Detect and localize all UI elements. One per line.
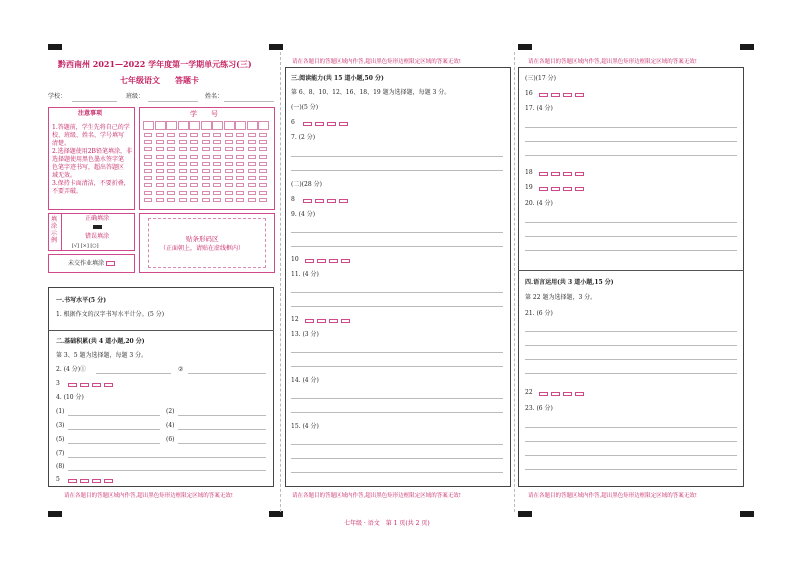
q16-label: 16 — [525, 90, 533, 97]
student-id-bubble[interactable] — [144, 183, 152, 187]
q14-line-2[interactable] — [291, 412, 503, 413]
student-id-bubble[interactable] — [248, 133, 256, 137]
exam-title: 黔西南州 2021—2022 学年度第一学期单元练习(三) — [58, 59, 252, 69]
q21-line-3[interactable] — [525, 359, 737, 360]
student-id-bubble[interactable] — [248, 155, 256, 159]
student-id-bubble[interactable] — [156, 191, 164, 195]
student-id-bubble[interactable] — [167, 191, 175, 195]
warning-panel-2: 请在各题目的答题区域内作答,超出黑色矩形边框限定区域的答案无效! — [292, 493, 461, 499]
student-id-bubble[interactable] — [156, 176, 164, 180]
student-id-bubble[interactable] — [156, 133, 164, 137]
student-id-bubble[interactable] — [156, 183, 164, 187]
registration-mark — [740, 511, 754, 517]
student-id-bubble[interactable] — [259, 147, 267, 151]
part2-label: (二)(28 分) — [291, 181, 322, 188]
student-id-bubble[interactable] — [213, 198, 221, 202]
student-id-bubble[interactable] — [213, 155, 221, 159]
registration-mark — [48, 511, 62, 517]
registration-mark — [48, 44, 62, 50]
student-id-bubble[interactable] — [202, 183, 210, 187]
student-id-bubble[interactable] — [236, 155, 244, 159]
student-id-bubble[interactable] — [213, 140, 221, 144]
student-id-bubble[interactable] — [190, 176, 198, 180]
part1-label: (一)(5 分) — [291, 104, 319, 111]
q3-label: 3 — [56, 380, 60, 387]
student-id-bubble[interactable] — [179, 155, 187, 159]
student-id-bubble[interactable] — [213, 133, 221, 137]
q18-label: 18 — [525, 169, 533, 176]
student-id-bubble[interactable] — [156, 198, 164, 202]
student-id-bubble[interactable] — [225, 169, 233, 173]
student-id-bubble[interactable] — [179, 133, 187, 137]
student-id-bubble[interactable] — [248, 140, 256, 144]
q21-line-2[interactable] — [525, 345, 737, 346]
q22-options[interactable] — [539, 390, 587, 397]
q9-line-1[interactable] — [291, 232, 503, 233]
student-id-bubble[interactable] — [259, 191, 267, 195]
student-id-bubble[interactable] — [202, 133, 210, 137]
barcode-title: 贴条形码区 — [186, 235, 219, 243]
student-id-bubble[interactable] — [144, 155, 152, 159]
student-id-label: 学 号 — [190, 110, 218, 118]
student-id-bubble[interactable] — [225, 176, 233, 180]
student-id-grid[interactable] — [143, 121, 271, 207]
student-id-bubble[interactable] — [167, 198, 175, 202]
student-id-bubble[interactable] — [225, 140, 233, 144]
q4-blank-2[interactable] — [178, 415, 266, 416]
student-id-bubble[interactable] — [248, 147, 256, 151]
student-id-bubble[interactable] — [179, 176, 187, 180]
q2-answer-1[interactable] — [96, 373, 171, 374]
q4-blank-6[interactable] — [178, 443, 266, 444]
student-id-bubble[interactable] — [144, 147, 152, 151]
student-id-bubble[interactable] — [248, 162, 256, 166]
q4-blank-1-label: (1) — [56, 408, 65, 415]
student-id-bubble[interactable] — [202, 162, 210, 166]
q5-label: 5 — [56, 476, 60, 483]
student-id-bubble[interactable] — [190, 191, 198, 195]
student-id-bubble[interactable] — [225, 183, 233, 187]
barcode-note: （正面朝上，请贴在虚线框内） — [160, 245, 245, 252]
student-id-bubble[interactable] — [190, 133, 198, 137]
student-id-bubble[interactable] — [144, 133, 152, 137]
q4-blank-7[interactable] — [68, 457, 266, 458]
q11-line-2[interactable] — [291, 306, 503, 307]
student-id-bubble[interactable] — [179, 191, 187, 195]
student-id-bubble[interactable] — [190, 140, 198, 144]
student-id-digit-box[interactable] — [189, 121, 200, 130]
student-id-bubble[interactable] — [248, 183, 256, 187]
q4-blank-3-label: (3) — [56, 422, 65, 429]
student-id-bubble[interactable] — [179, 140, 187, 144]
correct-fill-mark — [93, 225, 102, 229]
student-id-bubble[interactable] — [213, 176, 221, 180]
student-id-bubble[interactable] — [213, 191, 221, 195]
student-id-bubble[interactable] — [236, 147, 244, 151]
student-id-bubble[interactable] — [190, 162, 198, 166]
q15-line-3[interactable] — [291, 472, 503, 473]
student-id-digit-box[interactable] — [201, 121, 212, 130]
student-id-bubble[interactable] — [236, 183, 244, 187]
q20-line-2[interactable] — [525, 236, 737, 237]
correct-fill-label: 正确填涂 — [85, 215, 110, 222]
notice-text: 1.答题前，学生先将自己的学 校、班级、姓名、学号填写 清楚。 2.选择题使用2B铅笔填涂，非 选择题使用黑色墨水签字笔 色笔字迹书写，超出答题区 域无效。 3.保持卡面清洁，不要折叠， 不要弄破。 — [52, 124, 132, 195]
q4-blank-8-label: (8) — [56, 463, 65, 470]
answer-area-panel-3 — [518, 67, 744, 487]
student-id-digit-box[interactable] — [247, 121, 258, 130]
student-id-bubble[interactable] — [190, 155, 198, 159]
q10-options[interactable] — [305, 257, 353, 264]
section4-title: 四.语言运用(共 3 道小题,15 分) — [525, 279, 614, 286]
student-id-bubble[interactable] — [167, 155, 175, 159]
q4-blank-8[interactable] — [68, 470, 266, 471]
section4-note: 第 22 题为选择题，3 分。 — [525, 294, 597, 301]
registration-mark — [740, 44, 754, 50]
q4-blank-1[interactable] — [68, 415, 160, 416]
q15-line-2[interactable] — [291, 458, 503, 459]
student-id-bubble[interactable] — [236, 140, 244, 144]
q15-line-1[interactable] — [291, 444, 503, 445]
student-id-bubble[interactable] — [190, 183, 198, 187]
student-id-bubble[interactable] — [213, 147, 221, 151]
student-id-bubble[interactable] — [259, 162, 267, 166]
q17-label: 17. (4 分) — [525, 105, 553, 112]
student-id-bubble[interactable] — [202, 140, 210, 144]
student-id-bubble[interactable] — [190, 147, 198, 151]
q16-options[interactable] — [539, 91, 587, 98]
student-id-bubble[interactable] — [167, 169, 175, 173]
q4-blank-4[interactable] — [178, 429, 266, 430]
warning-top-panel-2: 请在各题目的答题区域内作答,超出黑色矩形边框限定区域的答案无效! — [292, 59, 461, 65]
student-id-digit-box[interactable] — [143, 121, 154, 130]
q7-label: 7. (2 分) — [291, 134, 316, 141]
student-id-bubble[interactable] — [225, 191, 233, 195]
student-id-bubble[interactable] — [259, 133, 267, 137]
student-id-bubble[interactable] — [179, 198, 187, 202]
student-id-bubble[interactable] — [248, 198, 256, 202]
student-id-bubble[interactable] — [236, 133, 244, 137]
q2-answer-2[interactable] — [188, 373, 266, 374]
student-id-bubble[interactable] — [236, 162, 244, 166]
student-id-bubble[interactable] — [156, 162, 164, 166]
student-id-bubble[interactable] — [144, 191, 152, 195]
student-id-digit-box[interactable] — [235, 121, 246, 130]
q3-options[interactable] — [68, 381, 116, 388]
student-id-bubble[interactable] — [202, 155, 210, 159]
q12-label: 12 — [291, 316, 299, 323]
class-label: 班级： — [126, 93, 145, 100]
part3-label: (三)(17 分) — [525, 75, 556, 82]
q9-line-2[interactable] — [291, 246, 503, 247]
q23-label: 23. (6 分) — [525, 405, 553, 412]
school-field[interactable] — [72, 101, 117, 102]
student-id-bubble[interactable] — [179, 183, 187, 187]
student-id-bubble[interactable] — [202, 198, 210, 202]
student-id-bubble[interactable] — [202, 191, 210, 195]
student-id-digit-box[interactable] — [212, 121, 223, 130]
student-id-bubble[interactable] — [167, 140, 175, 144]
q23-line-2[interactable] — [525, 441, 737, 442]
student-id-bubble[interactable] — [144, 140, 152, 144]
q4-blank-5[interactable] — [68, 443, 160, 444]
q17-line-2[interactable] — [525, 141, 737, 142]
q4-label: 4. (10 分) — [56, 394, 84, 401]
q10-label: 10 — [291, 256, 299, 263]
student-id-bubble[interactable] — [167, 183, 175, 187]
q8-options[interactable] — [303, 197, 351, 204]
wrong-fill-label: 错误填涂 — [85, 233, 110, 240]
warning-panel-3: 请在各题目的答题区域内作答,超出黑色矩形边框限定区域的答案无效! — [528, 493, 697, 499]
registration-mark — [518, 44, 532, 50]
q4-blank-5-label: (5) — [56, 436, 65, 443]
student-id-bubble[interactable] — [167, 147, 175, 151]
q4-blank-4-label: (4) — [166, 422, 175, 429]
student-id-bubble[interactable] — [225, 198, 233, 202]
student-id-bubble[interactable] — [236, 191, 244, 195]
student-id-bubble[interactable] — [156, 155, 164, 159]
student-id-digit-box[interactable] — [224, 121, 235, 130]
q20-line-3[interactable] — [525, 250, 737, 251]
absent-label: 未交作业填涂 — [68, 260, 105, 267]
student-id-bubble[interactable] — [225, 147, 233, 151]
student-id-bubble[interactable] — [144, 169, 152, 173]
warning-top-panel-3: 请在各题目的答题区域内作答,超出黑色矩形边框限定区域的答案无效! — [528, 59, 697, 65]
student-id-bubble[interactable] — [167, 162, 175, 166]
q19-label: 19 — [525, 184, 533, 191]
student-id-digit-box[interactable] — [178, 121, 189, 130]
student-id-bubble[interactable] — [259, 183, 267, 187]
q22-label: 22 — [525, 389, 533, 396]
q2b-label: ② — [178, 366, 184, 373]
registration-mark — [518, 511, 532, 517]
notice-title: 注意事项 — [78, 110, 103, 117]
student-id-bubble[interactable] — [236, 176, 244, 180]
q20-label: 20. (4 分) — [525, 200, 553, 207]
section3-title: 三.阅读能力(共 15 道小题,50 分) — [291, 75, 384, 82]
student-id-bubble[interactable] — [259, 198, 267, 202]
q5-options[interactable] — [68, 477, 116, 484]
q18-options[interactable] — [539, 170, 587, 177]
student-id-bubble[interactable] — [213, 162, 221, 166]
student-id-bubble[interactable] — [144, 162, 152, 166]
q6-label: 6 — [291, 119, 295, 126]
student-id-bubble[interactable] — [167, 133, 175, 137]
fill-example-side: 填涂示例 — [51, 216, 58, 244]
student-id-bubble[interactable] — [259, 155, 267, 159]
student-id-bubble[interactable] — [248, 169, 256, 173]
student-id-digit-box[interactable] — [258, 121, 269, 130]
section1-title: 一.书写水平(5 分) — [56, 297, 107, 304]
student-id-bubble[interactable] — [156, 140, 164, 144]
q4-blank-3[interactable] — [68, 429, 160, 430]
student-id-bubble[interactable] — [225, 133, 233, 137]
page-footer: 七年级 · 语文 第 1 页(共 2 页) — [344, 520, 430, 527]
q13-line-2[interactable] — [291, 366, 503, 367]
q21-line-4[interactable] — [525, 373, 737, 374]
section2-title: 二.基础积累(共 4 道小题,20 分) — [56, 338, 145, 345]
q13-line-1[interactable] — [291, 352, 503, 353]
q12-options[interactable] — [305, 317, 353, 324]
q19-options[interactable] — [539, 185, 587, 192]
q15-label: 15. (4 分) — [291, 423, 319, 430]
student-id-digit-box[interactable] — [155, 121, 166, 130]
student-id-bubble[interactable] — [202, 147, 210, 151]
q21-line-1[interactable] — [525, 331, 737, 332]
q2-label: 2. (4 分)① — [56, 366, 87, 373]
student-id-bubble[interactable] — [213, 183, 221, 187]
exam-subtitle: 七年级语文 — [120, 75, 160, 85]
student-id-digit-box[interactable] — [166, 121, 177, 130]
student-id-bubble[interactable] — [225, 155, 233, 159]
q23-line-4[interactable] — [525, 469, 737, 470]
student-id-bubble[interactable] — [156, 147, 164, 151]
registration-mark — [269, 44, 283, 50]
q4-blank-6-label: (6) — [166, 436, 175, 443]
student-id-bubble[interactable] — [179, 162, 187, 166]
section2-note: 第 3、5 题为选择题，每题 3 分。 — [56, 352, 148, 359]
student-id-bubble[interactable] — [248, 191, 256, 195]
student-id-bubble[interactable] — [179, 169, 187, 173]
q21-label: 21. (6 分) — [525, 310, 553, 317]
q7-line-2[interactable] — [291, 170, 503, 171]
q4-blank-7-label: (7) — [56, 450, 65, 457]
barcode-area — [148, 218, 266, 268]
wrong-fill-marks: [√] [×] [○] — [72, 243, 99, 249]
student-id-bubble[interactable] — [259, 169, 267, 173]
card-label: 答题卡 — [175, 75, 199, 85]
q9-label: 9. (4 分) — [291, 211, 316, 218]
class-field[interactable] — [148, 101, 198, 102]
absent-checkbox[interactable] — [106, 261, 115, 266]
q7-line-1[interactable] — [291, 156, 503, 157]
student-id-bubble[interactable] — [156, 169, 164, 173]
q17-line-1[interactable] — [525, 127, 737, 128]
q11-line-1[interactable] — [291, 292, 503, 293]
q11-label: 11. (4 分) — [291, 271, 319, 278]
student-id-bubble[interactable] — [225, 162, 233, 166]
student-id-bubble[interactable] — [144, 198, 152, 202]
q20-line-1[interactable] — [525, 222, 737, 223]
warning-panel-1: 请在各题目的答题区域内作答,超出黑色矩形边框限定区域的答案无效! — [64, 493, 233, 499]
q6-options[interactable] — [303, 120, 351, 127]
student-id-bubble[interactable] — [202, 169, 210, 173]
school-label: 学校： — [48, 93, 67, 100]
student-id-bubble[interactable] — [248, 176, 256, 180]
q13-label: 13. (3 分) — [291, 331, 319, 338]
name-label: 姓名： — [205, 93, 224, 100]
student-id-bubble[interactable] — [202, 176, 210, 180]
q1-text: 1. 根据作文的汉字书写水平计分。(5 分) — [56, 311, 165, 318]
q17-line-3[interactable] — [525, 155, 737, 156]
q14-label: 14. (4 分) — [291, 377, 319, 384]
q8-label: 8 — [291, 196, 295, 203]
name-field[interactable] — [224, 101, 274, 102]
student-id-bubble[interactable] — [236, 198, 244, 202]
student-id-bubble[interactable] — [213, 169, 221, 173]
q23-line-1[interactable] — [525, 427, 737, 428]
student-id-bubble[interactable] — [144, 176, 152, 180]
student-id-bubble[interactable] — [179, 147, 187, 151]
q4-blank-2-label: (2) — [166, 408, 175, 415]
student-id-bubble[interactable] — [259, 140, 267, 144]
student-id-bubble[interactable] — [259, 176, 267, 180]
q14-line-1[interactable] — [291, 398, 503, 399]
section3-note: 第 6、8、10、12、16、18、19 题为选择题，每题 3 分。 — [291, 89, 451, 96]
student-id-bubble[interactable] — [190, 169, 198, 173]
q23-line-3[interactable] — [525, 455, 737, 456]
student-id-bubble[interactable] — [190, 198, 198, 202]
student-id-bubble[interactable] — [236, 169, 244, 173]
student-id-bubble[interactable] — [167, 176, 175, 180]
